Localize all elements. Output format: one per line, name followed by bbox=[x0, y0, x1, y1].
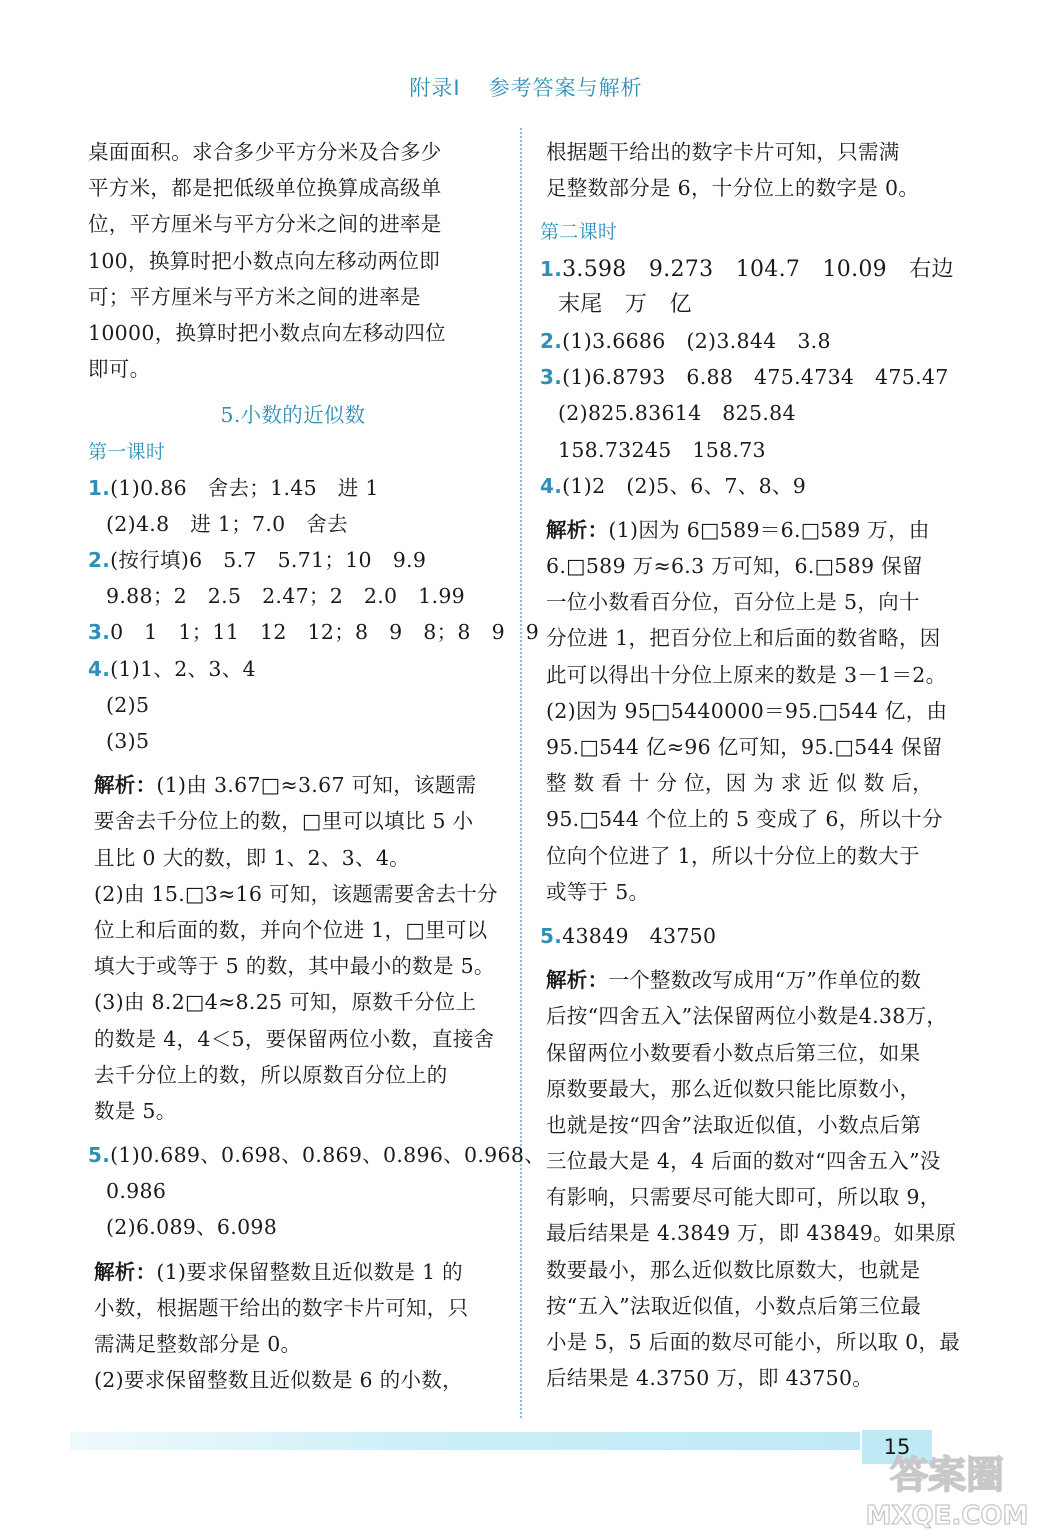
text-line: 平方米，都是把低级单位换算成高级单 bbox=[88, 176, 442, 201]
analysis-label: 解析： bbox=[546, 517, 609, 542]
analysis-text: (3)由 8.2□4≈8.25 可知，原数千分位上 bbox=[94, 990, 477, 1015]
item-number: 2. bbox=[540, 328, 563, 353]
answer-text: 0.986 bbox=[106, 1179, 167, 1204]
analysis-text: 最后结果是 4.3849 万，即 43849。如果原 bbox=[546, 1221, 957, 1246]
analysis-text: 的数是 4，4＜5，要保留两位小数，直接舍 bbox=[94, 1026, 495, 1051]
analysis-text: 95.□544 个位上的 5 变成了 6，所以十分 bbox=[546, 807, 943, 832]
answer-text: (2)6.089、6.098 bbox=[106, 1215, 278, 1240]
answer-text: (1)6.8793 6.88 475.4734 475.47 bbox=[562, 365, 949, 390]
answer-text: 0 1 1；11 12 12；8 9 8；8 9 9 bbox=[110, 620, 540, 645]
answer-text: (1)3.6686 (2)3.844 3.8 bbox=[562, 328, 831, 353]
analysis-text: 且比 0 大的数，即 1、2、3、4。 bbox=[94, 845, 410, 870]
answer-text: (2)4.8 进 1；7.0 舍去 bbox=[106, 511, 348, 536]
analysis-text: 足整数部分是 6，十分位上的数字是 0。 bbox=[546, 176, 920, 201]
item-number: 4. bbox=[540, 473, 563, 498]
column-divider bbox=[520, 128, 522, 1418]
answer-item-3 bbox=[88, 614, 540, 650]
analysis-text: 分位进 1，把百分位上和后面的数省略，因 bbox=[546, 626, 941, 651]
item-number: 3. bbox=[88, 620, 111, 645]
header-appendix: 附录Ⅰ bbox=[409, 76, 461, 100]
analysis-text: 数是 5。 bbox=[94, 1098, 177, 1123]
answer-text: (2)5 bbox=[106, 692, 150, 717]
left-column bbox=[88, 134, 545, 1398]
item-number: 3. bbox=[540, 365, 563, 390]
analysis-text: 原数要最大，那么近似数只能比原数小， bbox=[546, 1076, 921, 1101]
watermark-text: 答案圈 bbox=[889, 1453, 1005, 1497]
analysis-text: 三位最大是 4，4 后面的数对“四舍五入”没 bbox=[546, 1149, 941, 1174]
analysis-text: 位上和后面的数，并向个位进 1，□里可以 bbox=[94, 917, 488, 942]
item-number: 1. bbox=[540, 256, 563, 281]
analysis-text: 也就是按“四舍”法取近似值，小数点后第 bbox=[546, 1112, 922, 1137]
analysis-text: (1)因为 6□589＝6.□589 万，由 bbox=[608, 517, 930, 542]
answer-item-4 bbox=[540, 468, 950, 504]
answer-item-2 bbox=[88, 542, 498, 578]
item-number: 1. bbox=[88, 475, 111, 500]
text-line: 位，平方厘米与平方分米之间的进率是 bbox=[88, 212, 442, 237]
item-number: 5. bbox=[88, 1143, 111, 1168]
analysis-label: 解析： bbox=[94, 1259, 157, 1284]
answer-text: (2)825.83614 825.84 bbox=[558, 401, 796, 426]
text-line: 桌面面积。求合多少平方分米及合多少 bbox=[88, 140, 442, 164]
item-number: 4. bbox=[88, 656, 111, 681]
analysis-text: (2)要求保留整数且近似数是 6 的小数， bbox=[94, 1368, 463, 1393]
answer-item-1 bbox=[88, 470, 498, 506]
analysis-text: 保留两位小数要看小数点后第三位，如果 bbox=[546, 1040, 921, 1065]
analysis-text: 位向个位进了 1，所以十分位上的数大于 bbox=[546, 843, 920, 868]
analysis-line bbox=[88, 1254, 498, 1290]
answer-text: (1)1、2、3、4 bbox=[110, 656, 256, 681]
text-line: 可；平方厘米与平方米之间的进率是 bbox=[88, 284, 421, 309]
analysis-text: (1)要求保留整数且近似数是 1 的 bbox=[156, 1259, 463, 1284]
answer-item-1 bbox=[540, 251, 954, 287]
text-line: 100，换算时把小数点向左移动两位即 bbox=[88, 248, 441, 273]
analysis-text: (2)因为 95□5440000＝95.□544 亿，由 bbox=[546, 698, 948, 723]
answer-text: 158.73245 158.73 bbox=[558, 437, 766, 462]
analysis-text: 需满足整数部分是 0。 bbox=[94, 1332, 302, 1356]
answer-text: (1)2 (2)5、6、7、8、9 bbox=[562, 473, 807, 498]
running-header bbox=[0, 72, 1052, 102]
analysis-text: (1)由 3.67□≈3.67 可知，该题需 bbox=[156, 773, 477, 798]
analysis-line bbox=[540, 962, 950, 998]
answer-item-3 bbox=[540, 359, 950, 395]
answer-item-4 bbox=[88, 651, 498, 687]
lesson-heading: 第一课时 bbox=[88, 440, 166, 463]
answer-text: (3)5 bbox=[106, 729, 150, 753]
analysis-text: 6.□589 万≈6.3 万可知，6.□589 保留 bbox=[546, 554, 923, 579]
header-title: 参考答案与解析 bbox=[488, 76, 643, 100]
watermark-logo bbox=[852, 1444, 1042, 1530]
item-number: 2. bbox=[88, 548, 111, 573]
answer-text: 末尾 万 亿 bbox=[558, 291, 692, 317]
answer-text: 3.598 9.273 104.7 10.09 右边 bbox=[562, 256, 954, 282]
analysis-label: 解析： bbox=[546, 968, 609, 993]
text-line: 10000，换算时把小数点向左移动四位 bbox=[88, 320, 446, 345]
analysis-text: 一位小数看百分位，百分位上是 5，向十 bbox=[546, 590, 920, 615]
analysis-text: 按“五入”法取近似值，小数点后第三位最 bbox=[546, 1293, 922, 1318]
analysis-text: 95.□544 亿≈96 亿可知，95.□544 保留 bbox=[546, 735, 943, 759]
analysis-line bbox=[540, 512, 950, 548]
analysis-text: 数要最小，那么近似数比原数大，也就是 bbox=[546, 1257, 921, 1282]
right-column bbox=[540, 134, 961, 1396]
analysis-text: 填大于或等于 5 的数，其中最小的数是 5。 bbox=[94, 954, 495, 979]
page-number: 15 bbox=[862, 1430, 932, 1464]
analysis-text: 后按“四舍五入”法保留两位小数是4.38万， bbox=[546, 1004, 948, 1029]
answer-text: (按行填)6 5.7 5.71；10 9.9 bbox=[110, 548, 427, 573]
analysis-text: 根据题干给出的数字卡片可知，只需满 bbox=[546, 140, 900, 164]
analysis-text: 整 数 看 十 分 位，因 为 求 近 似 数 后， bbox=[546, 771, 933, 796]
analysis-text: 此可以得出十分位上原来的数是 3－1＝2。 bbox=[546, 662, 947, 687]
analysis-text: 有影响，只需要尽可能大即可，所以取 9， bbox=[546, 1185, 941, 1210]
answer-text: 9.88；2 2.5 2.47；2 2.0 1.99 bbox=[106, 584, 466, 609]
answer-text: 43849 43750 bbox=[562, 923, 717, 948]
answer-text: (1)0.689、0.698、0.869、0.896、0.968、 bbox=[110, 1143, 545, 1168]
answer-text: (1)0.86 舍去；1.45 进 1 bbox=[110, 475, 379, 500]
lesson-heading: 第二课时 bbox=[540, 221, 618, 244]
watermark-url: MXQE.COM bbox=[865, 1501, 1029, 1530]
analysis-text: 或等于 5。 bbox=[546, 879, 650, 904]
analysis-label: 解析： bbox=[94, 773, 157, 798]
analysis-text: 小数，根据题干给出的数字卡片可知，只 bbox=[94, 1295, 469, 1320]
footer-band bbox=[70, 1432, 860, 1450]
answer-item-5 bbox=[540, 918, 950, 954]
answer-item-5 bbox=[88, 1137, 545, 1173]
analysis-text: 后结果是 4.3750 万，即 43750。 bbox=[546, 1366, 874, 1391]
item-number: 5. bbox=[540, 923, 563, 948]
analysis-text: 一个整数改写成用“万”作单位的数 bbox=[608, 968, 922, 993]
analysis-text: 去千分位上的数，所以原数百分位上的 bbox=[94, 1062, 448, 1087]
analysis-line bbox=[88, 767, 498, 803]
section-title: 5.小数的近似数 bbox=[220, 403, 366, 428]
text-line: 即可。 bbox=[88, 357, 151, 382]
answer-item-2 bbox=[540, 323, 950, 359]
analysis-text: (2)由 15.□3≈16 可知，该题需要舍去十分 bbox=[94, 881, 498, 906]
analysis-text: 要舍去千分位上的数，□里可以填比 5 小 bbox=[94, 809, 474, 834]
analysis-text: 小是 5，5 后面的数尽可能小，所以取 0，最 bbox=[546, 1330, 961, 1354]
